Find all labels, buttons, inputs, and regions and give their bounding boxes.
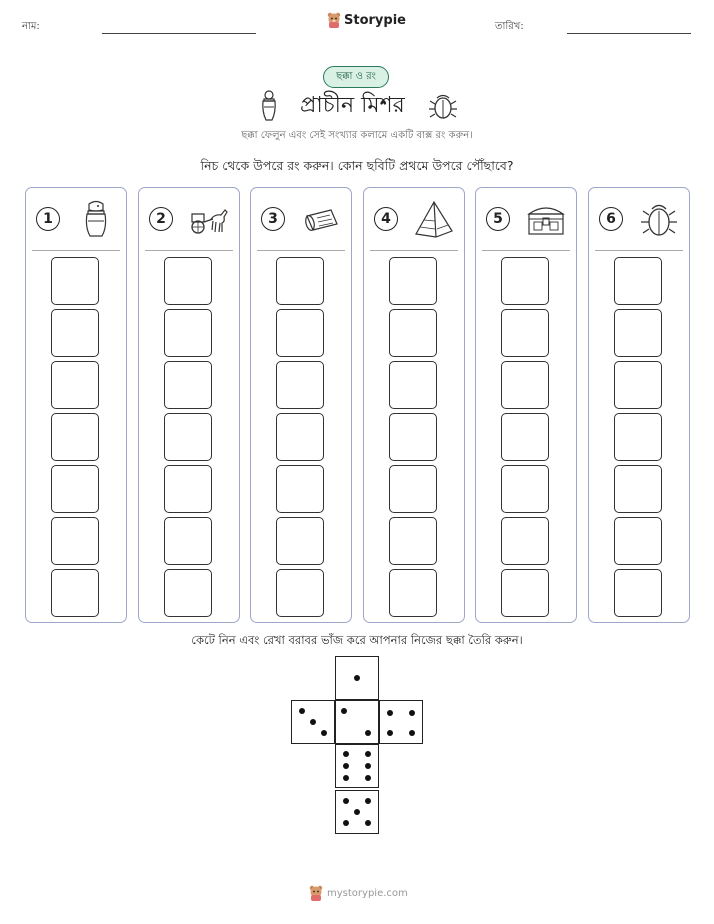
scarab-beetle-icon	[428, 92, 458, 120]
dice-pip	[365, 730, 371, 736]
color-box[interactable]	[276, 517, 324, 565]
brand-logo	[327, 12, 406, 28]
dice-pip	[343, 798, 349, 804]
name-line[interactable]	[102, 33, 256, 34]
color-box[interactable]	[164, 257, 212, 305]
race-column-3	[250, 187, 352, 623]
color-box[interactable]	[51, 361, 99, 409]
color-box[interactable]	[389, 361, 437, 409]
pyramid-icon	[414, 200, 454, 238]
color-box[interactable]	[501, 569, 549, 617]
dice-pip	[365, 763, 371, 769]
date-label: তারিখ:	[495, 21, 524, 32]
scarab-beetle-icon	[639, 200, 679, 238]
race-column-1	[25, 187, 127, 623]
column-number: 3	[261, 207, 285, 231]
column-divider	[370, 250, 458, 251]
dice-pip	[365, 751, 371, 757]
name-label: নাম:	[22, 21, 40, 32]
dice-pip	[321, 730, 327, 736]
dice-pip	[387, 730, 393, 736]
color-box[interactable]	[164, 569, 212, 617]
color-box[interactable]	[614, 465, 662, 513]
color-box[interactable]	[164, 465, 212, 513]
race-column-2	[138, 187, 240, 623]
canopic-jar-icon	[260, 90, 278, 122]
page-title: প্রাচীন মিশর	[300, 93, 405, 118]
footer	[309, 885, 408, 901]
brand-name: Storypie	[344, 12, 406, 28]
dice-pip	[387, 710, 393, 716]
column-divider	[145, 250, 233, 251]
color-box[interactable]	[389, 309, 437, 357]
dice-pip	[354, 675, 360, 681]
color-box[interactable]	[501, 361, 549, 409]
chariot-icon	[189, 200, 229, 238]
color-box[interactable]	[501, 413, 549, 461]
color-box[interactable]	[276, 413, 324, 461]
color-box[interactable]	[614, 257, 662, 305]
color-box[interactable]	[389, 517, 437, 565]
color-box[interactable]	[389, 257, 437, 305]
color-box[interactable]	[614, 361, 662, 409]
color-box[interactable]	[51, 309, 99, 357]
column-divider	[32, 250, 120, 251]
dice-face-3	[291, 700, 335, 744]
dice-face-1	[335, 656, 379, 700]
dice-face-5	[335, 790, 379, 834]
dice-pip	[343, 751, 349, 757]
dice-pip	[365, 798, 371, 804]
color-box[interactable]	[389, 569, 437, 617]
color-box[interactable]	[51, 465, 99, 513]
column-divider	[595, 250, 683, 251]
dice-pip	[354, 809, 360, 815]
color-box[interactable]	[276, 361, 324, 409]
dice-pip	[310, 719, 316, 725]
color-box[interactable]	[501, 257, 549, 305]
race-column-5	[475, 187, 577, 623]
question-text: নিচ থেকে উপরে রং করুন। কোন ছবিটি প্রথমে উপরে পৌঁছাবে?	[200, 158, 514, 173]
dice-face-6	[335, 744, 379, 788]
column-number: 2	[149, 207, 173, 231]
race-column-6	[588, 187, 690, 623]
dice-pip	[299, 708, 305, 714]
footer-url[interactable]: mystorypie.com	[327, 887, 408, 899]
column-divider	[482, 250, 570, 251]
bear-logo-icon	[309, 885, 323, 901]
color-box[interactable]	[501, 309, 549, 357]
column-number: 4	[374, 207, 398, 231]
color-box[interactable]	[164, 361, 212, 409]
instructions-text: ছক্কা ফেলুন এবং সেই সংখ্যার কলামে একটি বাক্স রং করুন।	[241, 130, 473, 141]
color-box[interactable]	[276, 569, 324, 617]
race-column-4	[363, 187, 465, 623]
column-divider	[257, 250, 345, 251]
dice-face-4	[379, 700, 423, 744]
color-box[interactable]	[164, 309, 212, 357]
cut-instruction: কেটে নিন এবং রেখা বরাবর ভাঁজ করে আপনার নিজের ছক্কা তৈরি করুন।	[191, 633, 523, 647]
dice-pip	[343, 820, 349, 826]
color-box[interactable]	[51, 413, 99, 461]
color-box[interactable]	[164, 517, 212, 565]
color-box[interactable]	[276, 309, 324, 357]
color-box[interactable]	[51, 257, 99, 305]
color-box[interactable]	[614, 309, 662, 357]
dice-pip	[409, 710, 415, 716]
color-box[interactable]	[276, 257, 324, 305]
color-box[interactable]	[501, 465, 549, 513]
treasure-chest-icon	[526, 200, 566, 238]
dice-pip	[343, 775, 349, 781]
color-box[interactable]	[51, 569, 99, 617]
color-box[interactable]	[276, 465, 324, 513]
color-box[interactable]	[389, 413, 437, 461]
date-line[interactable]	[567, 33, 691, 34]
column-number: 6	[599, 207, 623, 231]
papyrus-scroll-icon	[301, 200, 341, 238]
dice-pip	[365, 775, 371, 781]
color-box[interactable]	[164, 413, 212, 461]
color-box[interactable]	[389, 465, 437, 513]
color-box[interactable]	[614, 569, 662, 617]
dice-pip	[341, 708, 347, 714]
color-box[interactable]	[501, 517, 549, 565]
dice-pip	[365, 820, 371, 826]
dice-pip	[343, 763, 349, 769]
column-number: 1	[36, 207, 60, 231]
category-badge: ছক্কা ও রং	[323, 66, 389, 88]
canopic-jar-icon	[76, 200, 116, 238]
color-box[interactable]	[614, 517, 662, 565]
column-number: 5	[486, 207, 510, 231]
color-box[interactable]	[51, 517, 99, 565]
dice-pip	[409, 730, 415, 736]
dice-face-1	[335, 700, 379, 744]
color-box[interactable]	[614, 413, 662, 461]
bear-logo-icon	[327, 12, 341, 28]
